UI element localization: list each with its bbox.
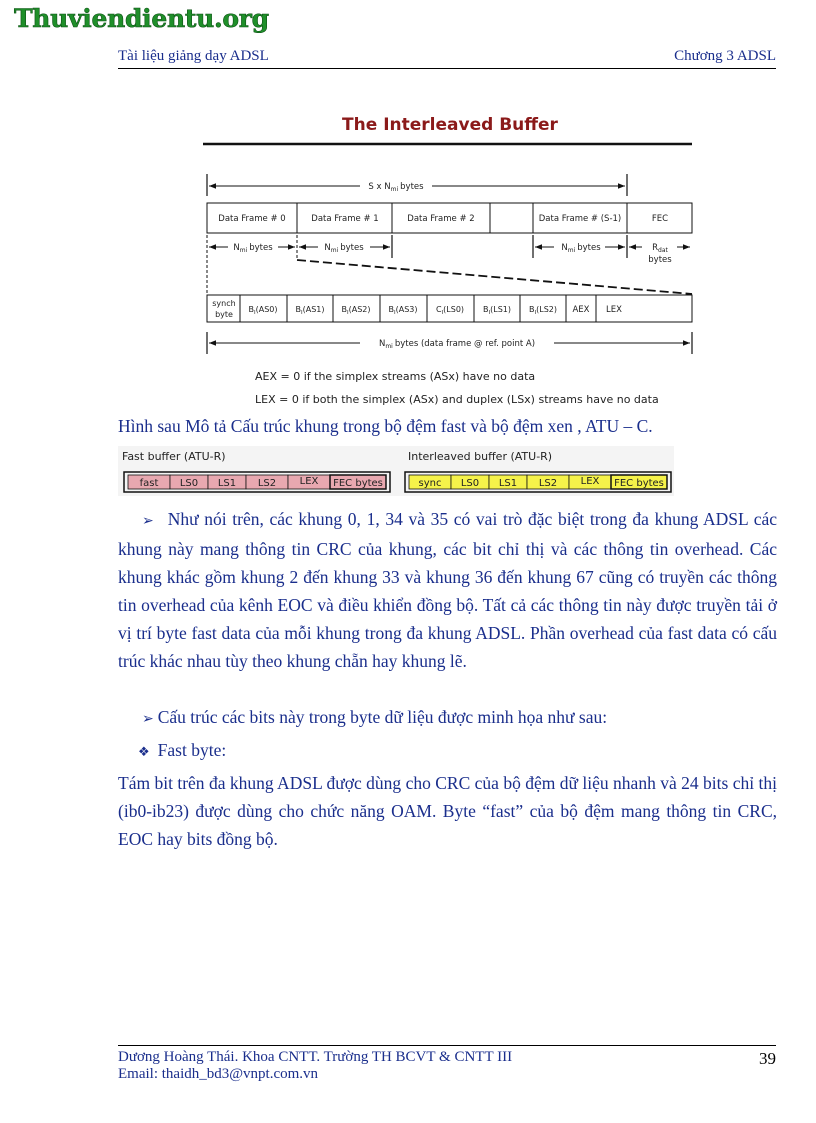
byte-ls0: $C_I(LS0)$ (435, 305, 465, 316)
frame1-bytes-label: $N_{mi}$ bytes (324, 243, 364, 254)
bullet-fast-byte-text: Fast byte: (157, 740, 227, 760)
site-watermark-logo: Thuviendientu.org (14, 4, 269, 33)
byte-aex: AEX (572, 305, 590, 315)
byte-ls2: $B_I(LS2)$ (529, 305, 557, 316)
byte-as3: $B_I(AS3)$ (388, 305, 418, 316)
paragraph-special-frames-text: Như nói trên, các khung 0, 1, 34 và 35 có vai trò đặc biệt trong đa khung ADSL các khung này mang thông tin CRC của khung, các bit chỉ thị và các thông tin overhead. Các khung khác gồm khung 2 đến khung 33 và khung 36 đến khung 67 cũng có truyền các thông tin overhead của kênh EOC và điều khiển đồng bộ. Tất cả các thông tin này được truyền tải ở vị trí byte fast data của mỗi khung trong đa khung ADSL. Phần overhead của fast data có cấu trúc khác nhau tùy theo khung chẵn hay khung lẽ. (118, 509, 777, 671)
interleaved-buffer-label: Interleaved buffer (ATU-R) (408, 450, 553, 463)
diamond-bullet-icon: ❖ (138, 745, 150, 760)
note-aex: AEX = 0 if the simplex streams (ASx) have no data (255, 370, 536, 383)
frame-fec: FEC (651, 214, 669, 224)
rdat-label: $R_{dat}$ (652, 243, 668, 254)
rdat-unit: bytes (648, 255, 672, 265)
bottom-span-label: $N_{mi}$ bytes (data frame @ ref. point A) (378, 339, 536, 350)
footer-email: Email: thaidh_bd3@vnpt.com.vn (118, 1066, 319, 1082)
fast-cell-ls1: LS1 (217, 478, 237, 489)
fast-cell-lex: LEX (299, 476, 319, 487)
interleaved-buffer-diagram (200, 108, 700, 410)
frame-1: Data Frame # 1 (311, 214, 379, 224)
arrow-bullet-icon: ➢ (142, 711, 154, 727)
page-header (118, 48, 776, 69)
bullet-bits-structure-text: Cấu trúc các bits này trong byte dữ liệu được minh họa như sau: (157, 707, 608, 727)
byte-as1: $B_I(AS1)$ (295, 305, 325, 316)
byte-ls1: $B_I(LS1)$ (483, 305, 511, 316)
synch-byte-line2: byte (215, 310, 233, 319)
fast-cell-fec: FEC bytes (333, 478, 383, 489)
page-footer (118, 1045, 776, 1083)
header-left-title: Tài liệu giảng dạy ADSL (118, 48, 269, 64)
interleaved-buffer-cells (405, 472, 671, 492)
header-chapter: Chương 3 ADSL (674, 48, 776, 64)
buffer-structure-diagram (118, 446, 678, 498)
byte-as0: $B_I(AS0)$ (248, 305, 278, 316)
interleaved-buffer-figure (200, 108, 700, 410)
frame-bytes-row (207, 295, 692, 322)
fast-buffer-label: Fast buffer (ATU-R) (122, 450, 226, 463)
figure-caption: Hình sau Mô tả Cấu trúc khung trong bộ đệm fast và bộ đệm xen , ATU – C. (118, 416, 653, 436)
int-cell-fec: FEC bytes (614, 478, 664, 489)
int-cell-ls2: LS2 (538, 478, 558, 489)
fast-buffer-cells (124, 472, 390, 492)
top-span-label: S x $N_{mi}$ bytes (368, 182, 424, 193)
fast-cell-fast: fast (139, 478, 159, 489)
arrow-bullet-icon: ➢ (142, 513, 154, 529)
page-number: 39 (759, 1049, 776, 1068)
int-cell-ls1: LS1 (498, 478, 518, 489)
buffer-structure-figure (118, 446, 678, 498)
int-cell-ls0: LS0 (460, 478, 480, 489)
data-frames-row (207, 203, 692, 233)
paragraph-fast-byte: Tám bit trên đa khung ADSL được dùng cho CRC của bộ đệm dữ liệu nhanh và 24 bits chỉ thị (ib0-ib23) được dùng cho chức năng OAM. Byte “fast” của bộ đệm mang thông tin CRC, EOC hay bits đồng bộ. (118, 773, 777, 849)
paragraph-special-frames (118, 505, 777, 675)
frame-0: Data Frame # 0 (218, 214, 286, 224)
frame-s-minus-1: Data Frame # (S-1) (538, 214, 622, 224)
frame0-bytes-label: $N_{mi}$ bytes (233, 243, 273, 254)
int-cell-lex: LEX (580, 476, 600, 487)
fast-cell-ls0: LS0 (179, 478, 199, 489)
fast-cell-ls2: LS2 (257, 478, 277, 489)
byte-lex: LEX (606, 305, 622, 315)
note-lex: LEX = 0 if both the simplex (ASx) and duplex (LSx) streams have no data (255, 393, 659, 406)
byte-as2: $B_I(AS2)$ (341, 305, 371, 316)
footer-author: Dương Hoàng Thái. Khoa CNTT. Trường TH BCVT & CNTT III (118, 1049, 513, 1065)
int-cell-sync: sync (418, 478, 442, 489)
frame-2: Data Frame # 2 (407, 214, 475, 224)
synch-byte-line1: synch (212, 299, 236, 308)
frame-s-bytes-label: $N_{mi}$ bytes (561, 243, 601, 254)
bullet-fast-byte (138, 740, 226, 761)
bullet-bits-structure (142, 707, 607, 728)
figure-title: The Interleaved Buffer (342, 115, 558, 135)
